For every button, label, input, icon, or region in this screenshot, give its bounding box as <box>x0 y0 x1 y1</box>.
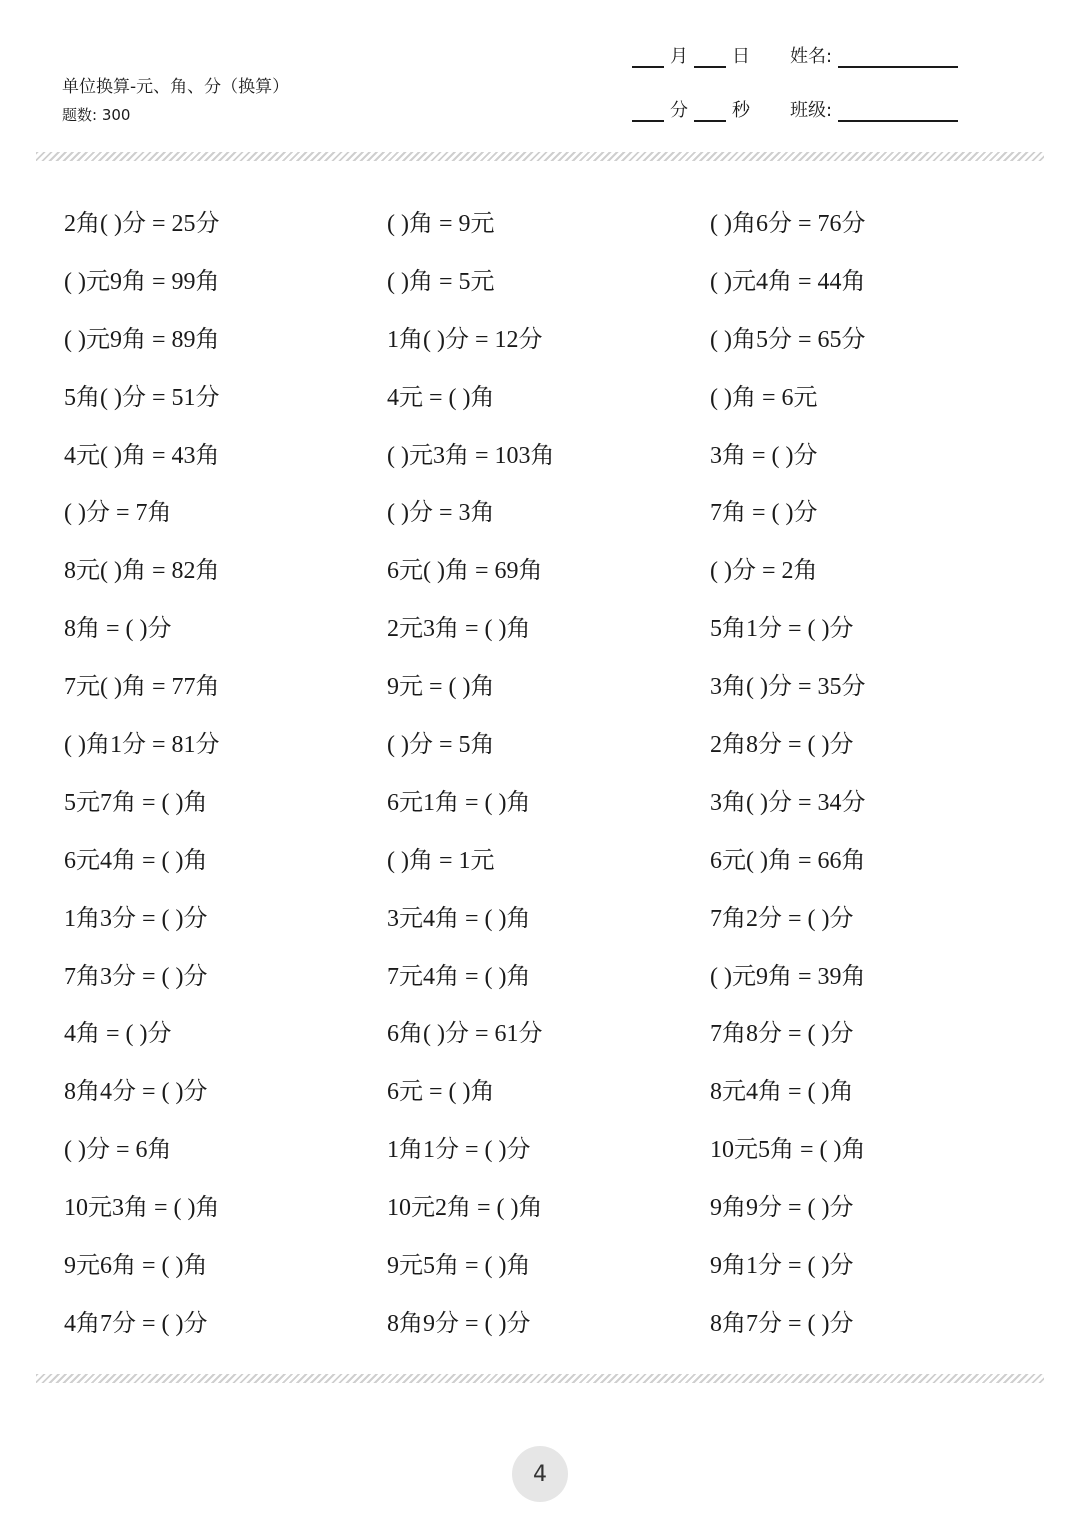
problem-item[interactable]: 7角 = ( )分 <box>710 500 818 527</box>
problem-item[interactable]: 6元 = ( )角 <box>387 1079 495 1106</box>
problem-item[interactable]: ( )角 = 1元 <box>387 847 495 874</box>
problem-item[interactable]: 8角4分 = ( )分 <box>64 1079 208 1106</box>
problem-item[interactable]: 10元3角 = ( )角 <box>64 1195 220 1222</box>
problem-item[interactable]: ( )角 = 9元 <box>387 211 495 237</box>
month-label: 月 <box>670 46 688 67</box>
problem-item[interactable]: ( )角 = 6元 <box>710 384 818 411</box>
problem-item[interactable]: ( )角5分 = 65分 <box>710 326 866 353</box>
problem-item[interactable]: 3角( )分 = 35分 <box>710 674 866 701</box>
problem-item[interactable]: 10元2角 = ( )角 <box>387 1195 543 1222</box>
problem-grid <box>64 204 1054 1362</box>
problem-item[interactable]: 3角( )分 = 34分 <box>710 789 866 816</box>
problem-item[interactable]: ( )元4角 = 44角 <box>710 268 866 295</box>
problem-item[interactable]: 3元4角 = ( )角 <box>387 905 531 932</box>
problem-item[interactable]: 5角( )分 = 51分 <box>64 384 220 411</box>
bottom-divider <box>36 1374 1044 1383</box>
problem-item[interactable]: 5元7角 = ( )角 <box>64 789 208 816</box>
problem-item[interactable]: 4元 = ( )角 <box>387 384 495 411</box>
minute-label: 分 <box>670 100 688 121</box>
problem-item[interactable]: 8角7分 = ( )分 <box>710 1310 854 1337</box>
class-label: 班级: <box>790 100 833 121</box>
problem-item[interactable]: ( )元3角 = 103角 <box>387 442 555 469</box>
date-name-row <box>632 44 958 68</box>
problem-item[interactable]: 2角( )分 = 25分 <box>64 211 220 237</box>
problem-item[interactable]: 3角 = ( )分 <box>710 442 818 469</box>
time-class-row <box>632 98 958 122</box>
month-blank[interactable] <box>632 48 664 68</box>
name-label: 姓名: <box>790 46 833 67</box>
problem-item[interactable]: 2角8分 = ( )分 <box>710 732 854 759</box>
top-divider <box>36 152 1044 161</box>
problem-item[interactable]: 9元5角 = ( )角 <box>387 1253 531 1280</box>
problem-item[interactable]: 1角1分 = ( )分 <box>387 1137 531 1164</box>
day-label: 日 <box>732 46 750 67</box>
problem-item[interactable]: 4元( )角 = 43角 <box>64 442 220 469</box>
problem-item[interactable]: ( )分 = 5角 <box>387 732 495 759</box>
problem-item[interactable]: 7元( )角 = 77角 <box>64 674 220 701</box>
problem-item[interactable]: 7元4角 = ( )角 <box>387 963 531 990</box>
problem-item[interactable]: 8角9分 = ( )分 <box>387 1310 531 1337</box>
question-count: 题数: 300 <box>62 106 131 124</box>
problem-item[interactable]: ( )分 = 7角 <box>64 500 172 527</box>
problem-item[interactable]: 6元( )角 = 69角 <box>387 558 543 585</box>
problem-item[interactable]: 6元1角 = ( )角 <box>387 789 531 816</box>
problem-item[interactable]: 5角1分 = ( )分 <box>710 616 854 643</box>
problem-item[interactable]: 9角1分 = ( )分 <box>710 1253 854 1280</box>
class-blank[interactable] <box>838 102 958 122</box>
problem-item[interactable]: ( )角6分 = 76分 <box>710 211 866 237</box>
problem-item[interactable]: 10元5角 = ( )角 <box>710 1137 866 1164</box>
problem-item[interactable]: ( )分 = 3角 <box>387 500 495 527</box>
problem-item[interactable]: ( )元9角 = 99角 <box>64 268 220 295</box>
problem-item[interactable]: ( )角 = 5元 <box>387 268 495 295</box>
worksheet-title: 单位换算-元、角、分（换算） <box>62 77 290 97</box>
problem-item[interactable]: 9角9分 = ( )分 <box>710 1195 854 1222</box>
problem-item[interactable]: 9元6角 = ( )角 <box>64 1253 208 1280</box>
second-blank[interactable] <box>694 102 726 122</box>
problem-item[interactable]: 7角8分 = ( )分 <box>710 1021 854 1048</box>
problem-item[interactable]: 4角 = ( )分 <box>64 1021 172 1048</box>
problem-item[interactable]: 6元4角 = ( )角 <box>64 847 208 874</box>
problem-item[interactable]: ( )分 = 2角 <box>710 558 818 585</box>
problem-item[interactable]: 1角3分 = ( )分 <box>64 905 208 932</box>
problem-item[interactable]: 7角2分 = ( )分 <box>710 905 854 932</box>
second-label: 秒 <box>732 100 750 121</box>
problem-item[interactable]: ( )分 = 6角 <box>64 1137 172 1164</box>
problem-item[interactable]: ( )角1分 = 81分 <box>64 732 220 759</box>
problem-item[interactable]: 6角( )分 = 61分 <box>387 1021 543 1048</box>
minute-blank[interactable] <box>632 102 664 122</box>
problem-item[interactable]: 6元( )角 = 66角 <box>710 847 866 874</box>
problem-item[interactable]: 4角7分 = ( )分 <box>64 1310 208 1337</box>
problem-item[interactable]: 8角 = ( )分 <box>64 616 172 643</box>
day-blank[interactable] <box>694 48 726 68</box>
name-blank[interactable] <box>838 48 958 68</box>
problem-item[interactable]: 7角3分 = ( )分 <box>64 963 208 990</box>
problem-item[interactable]: 8元( )角 = 82角 <box>64 558 220 585</box>
problem-item[interactable]: 8元4角 = ( )角 <box>710 1079 854 1106</box>
problem-item[interactable]: 2元3角 = ( )角 <box>387 616 531 643</box>
problem-item[interactable]: 1角( )分 = 12分 <box>387 326 543 353</box>
problem-item[interactable]: ( )元9角 = 39角 <box>710 963 866 990</box>
problem-item[interactable]: 9元 = ( )角 <box>387 674 495 701</box>
page-number: 4 <box>512 1446 568 1502</box>
problem-item[interactable]: ( )元9角 = 89角 <box>64 326 220 353</box>
